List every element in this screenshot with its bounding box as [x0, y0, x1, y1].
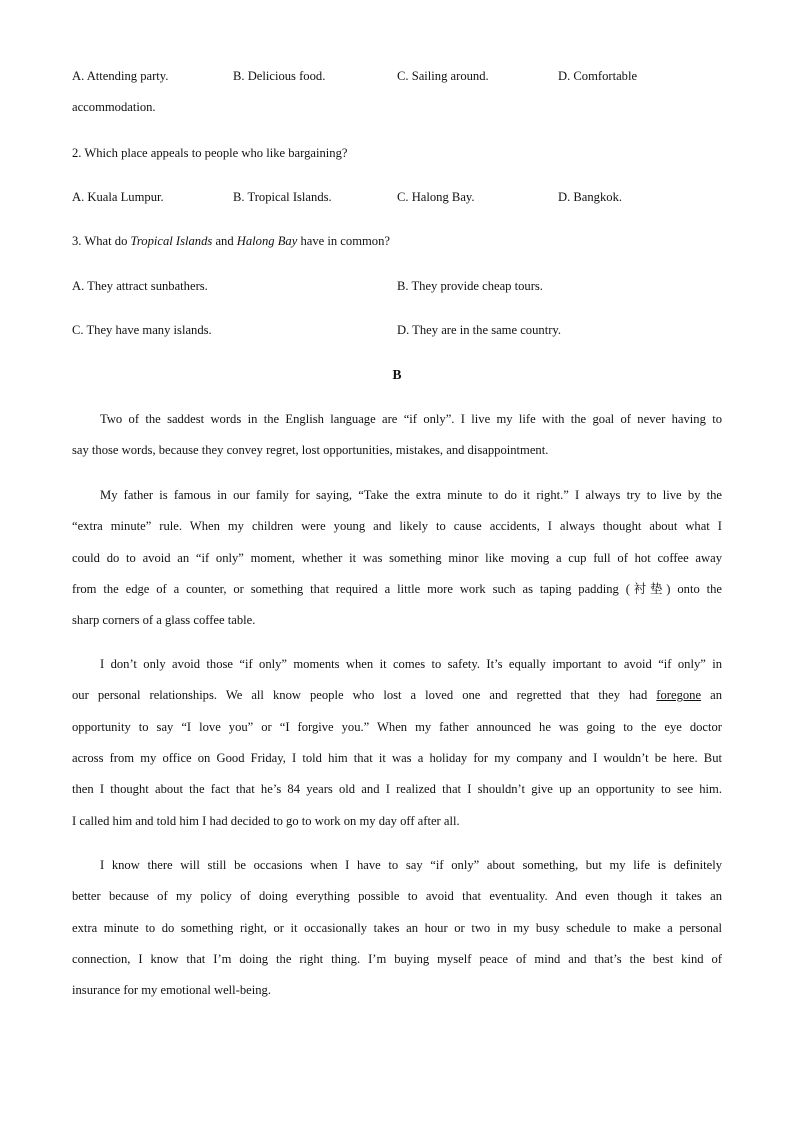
q3-stem-italic-1: Tropical Islands [130, 234, 213, 248]
paragraph-line: better because of my policy of doing everything possible to avoid that eventuality. And even though it takes an [72, 889, 722, 903]
paragraph-line: could do to avoid an “if only” moment, whether it was something minor like moving a cup full of hot coffee away [72, 551, 722, 565]
q2-option-a: A. Kuala Lumpur. [72, 190, 164, 204]
q3-stem-text: and [212, 234, 237, 248]
q3-stem-text: 3. What do [72, 234, 131, 248]
paragraph-line: I know there will still be occasions when I have to say “if only” about something, but my life is definitely [100, 858, 722, 872]
q3-stem [72, 233, 390, 249]
paragraph-line: connection, I know that I’m doing the right thing. I’m buying myself peace of mind and that’s the best kind of [72, 952, 722, 966]
paragraph-line: I called him and told him I had decided to go to work on my day off after all. [72, 814, 460, 828]
paragraph-line: “extra minute” rule. When my children were young and likely to cause accidents, I always thought about what I [72, 519, 722, 533]
q3-option-a: A. They attract sunbathers. [72, 279, 208, 293]
section-heading: B [392, 367, 402, 382]
q2-option-b: B. Tropical Islands. [233, 190, 332, 204]
paragraph-line: My father is famous in our family for saying, “Take the extra minute to do it right.” I always try to live by the [100, 488, 722, 502]
paragraph-text: an [701, 688, 722, 702]
paragraph-line: I don’t only avoid those “if only” moments when it comes to safety. It’s equally important to avoid “if only” in [100, 657, 722, 671]
q1-option-b: B. Delicious food. [233, 69, 326, 83]
q1-option-d-continuation: accommodation. [72, 100, 156, 114]
q2-option-c: C. Halong Bay. [397, 190, 475, 204]
paragraph-line: say those words, because they convey regret, lost opportunities, mistakes, and disappointment. [72, 443, 549, 457]
q3-option-d: D. They are in the same country. [397, 323, 562, 337]
paragraph-line: opportunity to say “I love you” or “I forgive you.” When my father announced he was going to the eye doctor [72, 720, 722, 734]
underlined-word: foregone [656, 688, 702, 702]
paragraph-line: sharp corners of a glass coffee table. [72, 613, 256, 627]
q2-stem: 2. Which place appeals to people who like bargaining? [72, 146, 348, 160]
q2-option-d: D. Bangkok. [558, 190, 623, 204]
q1-option-c: C. Sailing around. [397, 69, 489, 83]
q1-option-d: D. Comfortable [558, 69, 638, 83]
paragraph-line [72, 687, 722, 703]
paragraph-line: across from my office on Good Friday, I told him that it was a holiday for my company and I wouldn’t be here. But [72, 751, 722, 765]
paragraph-line: extra minute to do something right, or it occasionally takes an hour or two in my busy schedule to make a personal [72, 921, 722, 935]
paragraph-line: then I thought about the fact that he’s 84 years old and I realized that I shouldn’t give up an opportunity to see him. [72, 782, 722, 796]
q3-stem-italic-2: Halong Bay [236, 234, 298, 248]
paragraph-line: Two of the saddest words in the English language are “if only”. I live my life with the goal of never having to [100, 412, 722, 426]
paragraph-text: our personal relationships. We all know people who lost a loved one and regretted that they had [72, 688, 657, 702]
q3-option-c: C. They have many islands. [72, 323, 212, 337]
paragraph-line: insurance for my emotional well-being. [72, 983, 271, 997]
q3-stem-text: have in common? [297, 234, 390, 248]
q3-option-b: B. They provide cheap tours. [397, 279, 543, 293]
q1-option-a: A. Attending party. [72, 69, 169, 83]
paragraph-line: from the edge of a counter, or something that required a little more work such as taping padding (衬垫) onto the [72, 582, 722, 596]
